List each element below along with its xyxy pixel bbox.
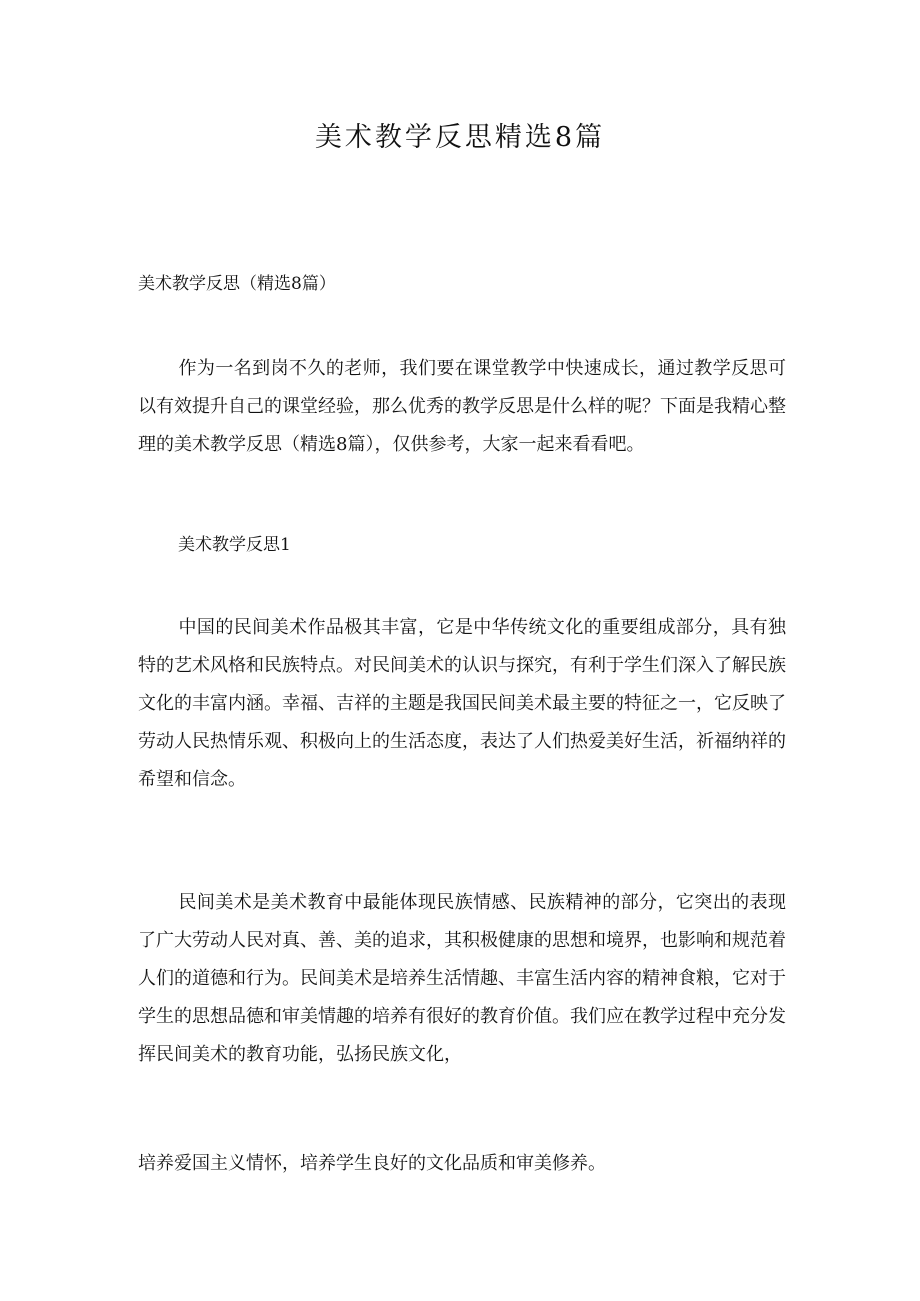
body-paragraph-1: 中国的民间美术作品极其丰富，它是中华传统文化的重要组成部分，具有独特的艺术风格和民族特点。对民间美术的认识与探究，有利于学生们深入了解民族文化的丰富内涵。幸福、吉祥的主题是我国民间美术最主要的特征之一，它反映了劳动人民热情乐观、积极向上的生活态度，表达了人们热爱美好生活，祈福纳祥的希望和信念。 [138, 617, 786, 790]
body-paragraph-3: 培养爱国主义情怀，培养学生良好的文化品质和审美修养。 [138, 1153, 606, 1174]
intro-paragraph: 作为一名到岗不久的老师，我们要在课堂教学中快速成长，通过教学反思可以有效提升自己的课堂经验，那么优秀的教学反思是什么样的呢？下面是我精心整理的美术教学反思（精选8篇），仅供参考，大家一起来看看吧。 [138, 358, 786, 455]
document-title: 美术教学反思精选8篇 [314, 122, 606, 153]
section-heading: 美术教学反思1 [178, 535, 291, 555]
body-paragraph-2: 民间美术是美术教育中最能体现民族情感、民族精神的部分，它突出的表现了广大劳动人民对真、善、美的追求，其积极健康的思想和境界，也影响和规范着人们的道德和行为。民间美术是培养生活情趣、丰富生活内容的精神食粮，它对于学生的思想品德和审美情趣的培养有很好的教育价值。我们应在教学过程中充分发挥民间美术的教育功能，弘扬民族文化， [138, 892, 786, 1065]
document-subtitle: 美术教学反思（精选8篇） [138, 274, 336, 294]
